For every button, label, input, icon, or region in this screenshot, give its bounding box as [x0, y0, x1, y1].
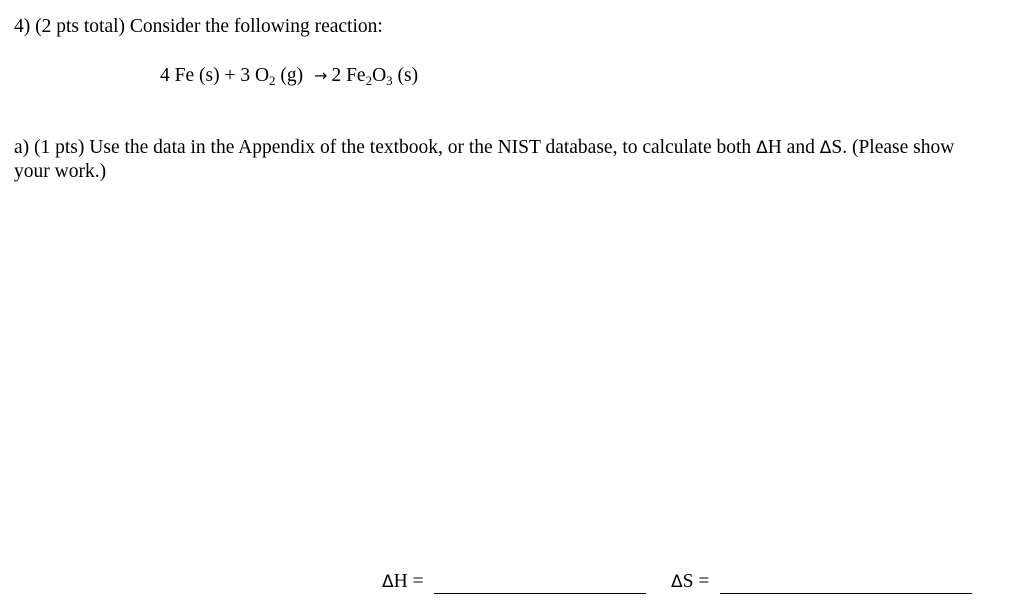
entropy-letter: S	[831, 137, 843, 158]
delta-h-answer-blank[interactable]	[434, 593, 646, 594]
product-fe2o3: $Fe_2O_3$	[346, 65, 393, 88]
delta-symbol: Δ	[756, 138, 768, 158]
delta-symbol: Δ	[382, 572, 394, 592]
delta-s-answer-label	[671, 570, 709, 594]
delta-symbol: Δ	[819, 138, 832, 158]
and-word: and	[786, 137, 815, 158]
part-a-line-2: your work.)	[14, 161, 107, 182]
o-subscript: 3	[386, 73, 393, 88]
delta-h-label-text: H =	[393, 571, 424, 592]
reactant-fe: Fe	[174, 65, 195, 86]
reaction-arrow: →	[314, 66, 328, 85]
coef-o2: 3	[240, 65, 251, 86]
reaction-equation	[160, 64, 418, 88]
question-header: 4) (2 pts total) Consider the following reaction:	[14, 16, 383, 37]
state-fe: (s)	[199, 65, 220, 86]
fe-subscript: 2	[365, 73, 373, 88]
coef-fe: 4	[160, 65, 170, 86]
enthalpy-letter: H	[767, 137, 782, 158]
state-product: (s)	[397, 65, 419, 86]
part-a-line-1	[14, 136, 954, 160]
plus-sign: +	[224, 65, 236, 86]
part-a-prefix: a) (1 pts) Use the data in the Appendix of the textbook, or the NIST database, to calculate both	[14, 137, 752, 158]
delta-symbol: Δ	[671, 572, 683, 592]
coef-product: 2	[331, 65, 342, 86]
o2-subscript: 2	[269, 73, 276, 88]
delta-h-answer-label	[382, 570, 424, 594]
delta-s-answer-blank[interactable]	[720, 593, 972, 594]
state-o2: (g)	[280, 65, 304, 86]
reactant-o2: $O_2$	[254, 65, 276, 88]
delta-s-label-text: S =	[682, 571, 710, 592]
part-a-suffix: . (Please show	[842, 137, 955, 158]
